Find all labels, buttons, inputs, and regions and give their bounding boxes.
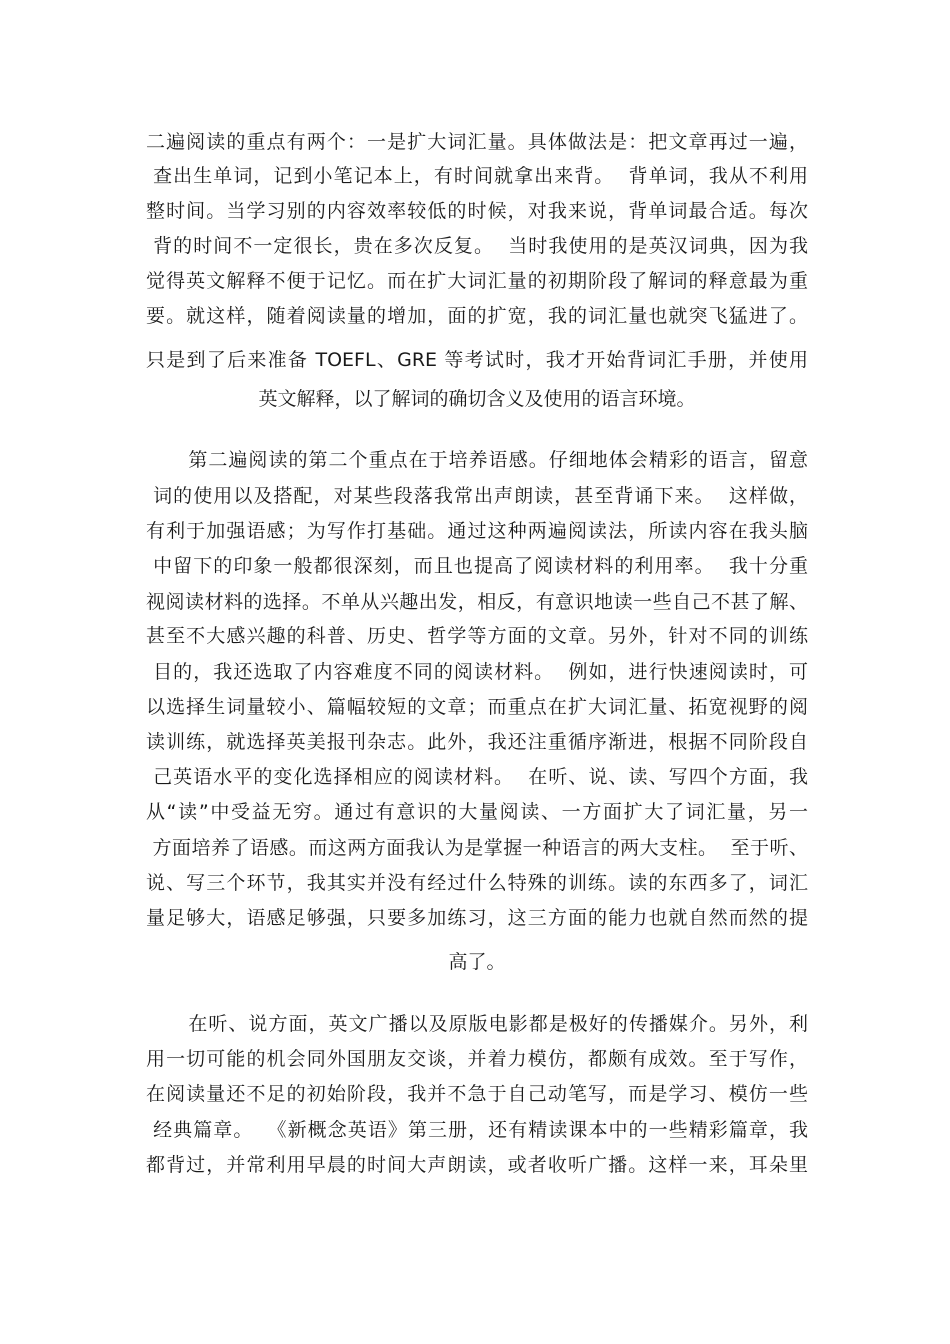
text-line: 只是到了后来准备 TOEFL、GRE 等考试时，我才开始背词汇手册，并使用 xyxy=(146,349,808,371)
text-line: 整时间。当学习别的内容效率较低的时候，对我来说，背单词最合适。每次 xyxy=(146,200,808,222)
text-line: 在听、说方面，英文广播以及原版电影都是极好的传播媒介。另外，利 xyxy=(146,1013,808,1035)
text-line: 目的，我还选取了内容难度不同的阅读材料。 例如，进行快速阅读时，可 xyxy=(146,661,808,683)
text-line: 觉得英文解释不便于记忆。而在扩大词汇量的初期阶段了解词的释意最为重 xyxy=(146,270,808,292)
text-line: 在阅读量还不足的初始阶段，我并不急于自己动笔写，而是学习、模仿一些 xyxy=(146,1083,808,1105)
text-line: 词的使用以及搭配，对某些段落我常出声朗读，甚至背诵下来。 这样做， xyxy=(146,485,808,507)
text-line: 说、写三个环节，我其实并没有经过什么特殊的训练。读的东西多了，词汇 xyxy=(146,872,808,894)
text-line-last: 英文解释，以了解词的确切含义及使用的语言环境。 xyxy=(258,388,696,410)
text-line: 经典篇章。 《新概念英语》第三册，还有精读课本中的一些精彩篇章，我 xyxy=(146,1119,808,1141)
text-line: 读训练，就选择英美报刊杂志。此外，我还注重循序渐进，根据不同阶段自 xyxy=(146,731,808,753)
text-line: 量足够大，语感足够强，只要多加练习，这三方面的能力也就自然而然的提 xyxy=(146,907,808,929)
text-line: 中留下的印象一般都很深刻，而且也提高了阅读材料的利用率。 我十分重 xyxy=(146,555,808,577)
text-line: 视阅读材料的选择。不单从兴趣出发，相反，有意识地读一些自己不甚了解、 xyxy=(146,591,808,613)
text-line: 己英语水平的变化选择相应的阅读材料。 在听、说、读、写四个方面，我 xyxy=(146,766,808,788)
text-line: 都背过，并常利用早晨的时间大声朗读，或者收听广播。这样一来，耳朵里 xyxy=(146,1154,808,1176)
text-line: 背的时间不一定很长，贵在多次反复。 当时我使用的是英汉词典，因为我 xyxy=(146,235,808,257)
text-line: 以选择生词量较小、篇幅较短的文章；而重点在扩大词汇量、拓宽视野的阅 xyxy=(146,696,808,718)
text-line: 二遍阅读的重点有两个：一是扩大词汇量。具体做法是：把文章再过一遍， xyxy=(146,131,808,153)
text-line-last: 高了。 xyxy=(448,951,506,973)
text-line: 甚至不大感兴趣的科普、历史、哲学等方面的文章。另外，针对不同的训练 xyxy=(146,625,808,647)
text-line: 查出生单词，记到小笔记本上，有时间就拿出来背。 背单词，我从不利用 xyxy=(146,165,808,187)
text-line: 从“读”中受益无穷。通过有意识的大量阅读、一方面扩大了词汇量，另一 xyxy=(146,801,808,823)
text-line: 要。就这样，随着阅读量的增加，面的扩宽，我的词汇量也就突飞猛进了。 xyxy=(146,305,808,327)
text-line: 方面培养了语感。而这两方面我认为是掌握一种语言的两大支柱。 至于听、 xyxy=(146,837,808,859)
text-line: 有利于加强语感；为写作打基础。通过这种两遍阅读法，所读内容在我头脑 xyxy=(146,520,808,542)
text-line: 用一切可能的机会同外国朋友交谈，并着力模仿，都颇有成效。至于写作， xyxy=(146,1048,808,1070)
text-line: 第二遍阅读的第二个重点在于培养语感。仔细地体会精彩的语言，留意 xyxy=(146,449,808,471)
